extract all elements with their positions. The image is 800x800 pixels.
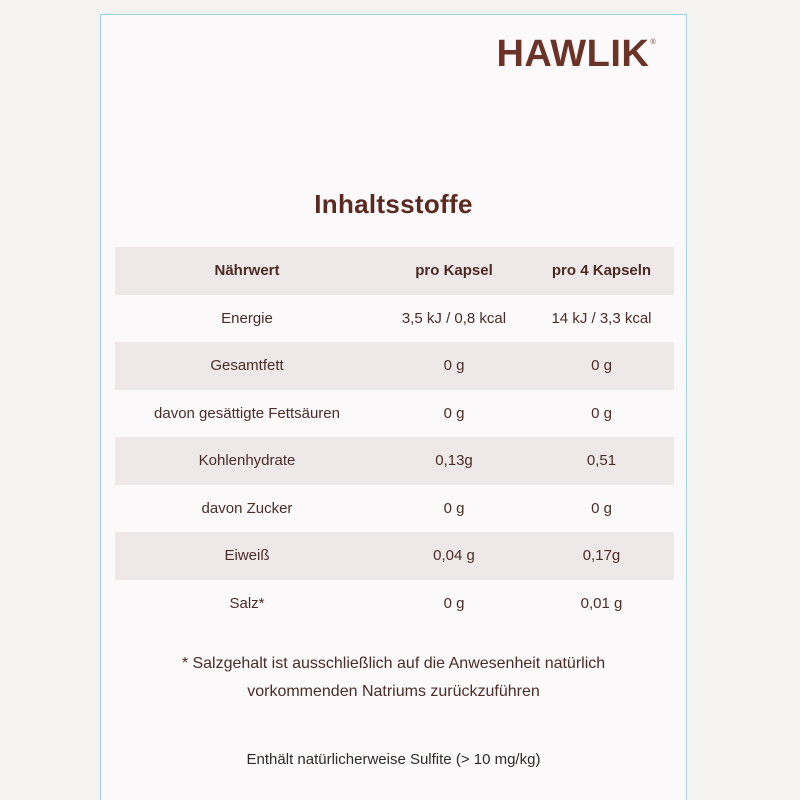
table-row: [115, 580, 674, 628]
table-row: [115, 437, 674, 485]
column-header: pro 4 Kapseln: [551, 262, 652, 280]
table-row: [115, 390, 674, 438]
table-row: [115, 295, 674, 343]
per-4-capsules-value: 14 kJ / 3,3 kcal: [551, 309, 652, 327]
registered-mark: ®: [650, 39, 656, 46]
per-4-capsules-value: 0,01 g: [580, 594, 623, 612]
salt-footnote: [101, 650, 686, 706]
per-capsule-value: 0,04 g: [433, 547, 475, 565]
per-capsule-value: 0 g: [443, 357, 465, 375]
nutrition-table: [115, 247, 674, 627]
brand-name: HAWLIK: [496, 33, 650, 75]
nutrient-name: Eiweiß: [224, 547, 270, 565]
per-capsule-value: 0 g: [443, 499, 465, 517]
footnote-line: vorkommenden Natriums zurückzuführen: [247, 683, 540, 700]
brand-logo: [496, 33, 656, 76]
table-header-row: [115, 247, 674, 295]
nutrient-name: Energie: [221, 309, 273, 327]
column-header: pro Kapsel: [415, 262, 493, 280]
table-row: [115, 532, 674, 580]
label-sheet: [100, 14, 687, 800]
column-header: Nährwert: [214, 262, 280, 280]
per-4-capsules-value: 0 g: [591, 499, 612, 517]
per-4-capsules-value: 0 g: [591, 404, 612, 422]
nutrient-name: davon gesättigte Fettsäuren: [154, 404, 340, 422]
table-row: [115, 342, 674, 390]
per-4-capsules-value: 0,51: [586, 452, 617, 470]
per-capsule-value: 0 g: [443, 404, 465, 422]
per-capsule-value: 3,5 kJ / 0,8 kcal: [401, 309, 507, 327]
page-title: Inhaltsstoffe: [314, 189, 473, 219]
per-capsule-value: 0,13g: [435, 452, 473, 470]
nutrient-name: Kohlenhydrate: [198, 452, 296, 470]
table-row: [115, 485, 674, 533]
footnote-line: * Salzgehalt ist ausschließlich auf die Anwesenheit natürlich: [181, 655, 606, 672]
sulfite-note: Enthält natürlicherweise Sulfite (> 10 mg/kg): [246, 751, 541, 768]
per-capsule-value: 0 g: [443, 594, 465, 612]
nutrient-name: Salz*: [229, 594, 265, 612]
per-4-capsules-value: 0,17g: [582, 547, 621, 565]
nutrient-name: davon Zucker: [201, 499, 293, 517]
nutrient-name: Gesamtfett: [210, 357, 284, 375]
per-4-capsules-value: 0 g: [591, 357, 612, 375]
